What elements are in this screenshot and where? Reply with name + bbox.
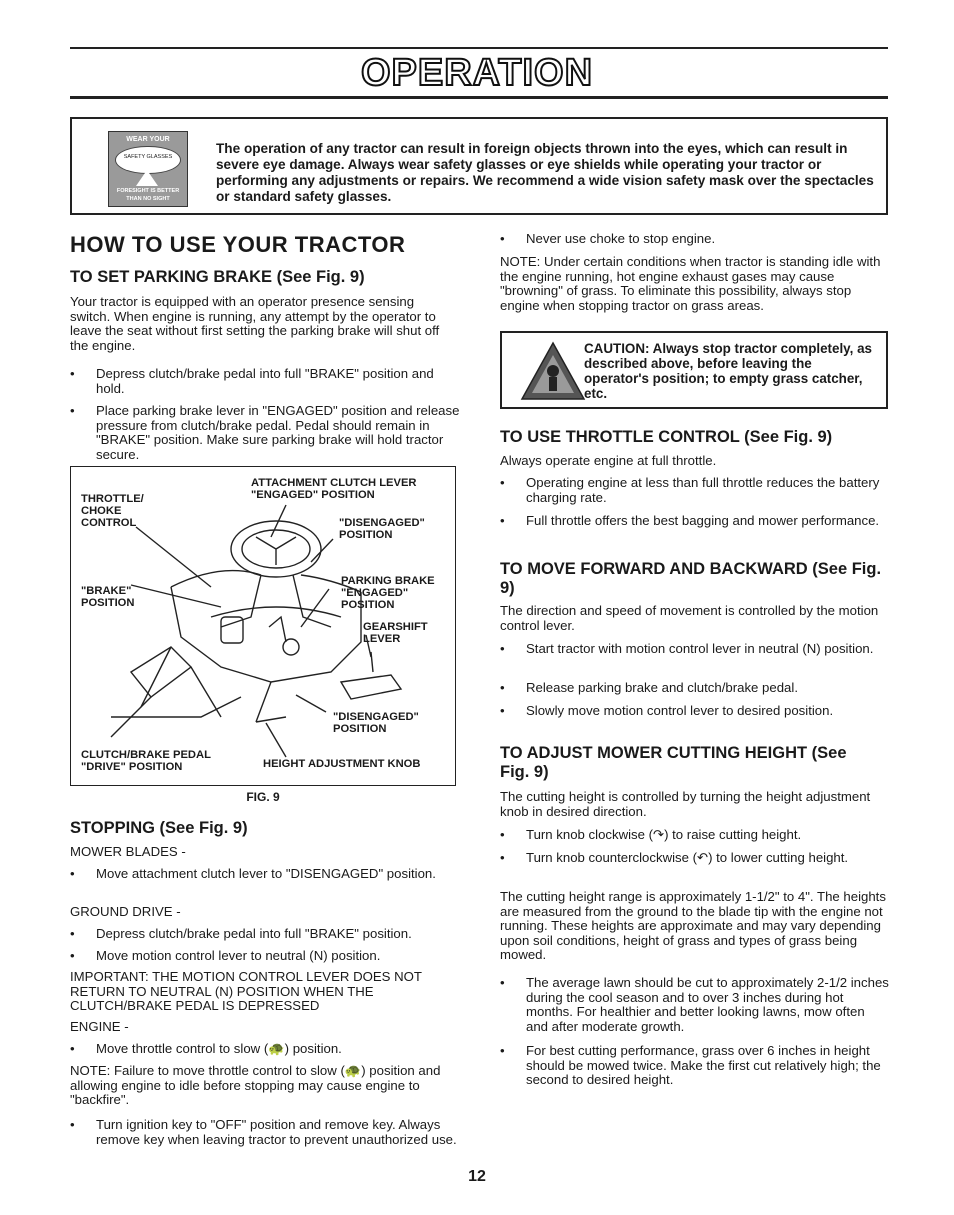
height-bullet-2: • Turn knob counterclockwise (↶) to lower cutting height. <box>500 851 890 866</box>
safety-glasses-icon <box>108 131 188 207</box>
figure-caption: FIG. 9 <box>246 790 280 804</box>
move-bullet-1: • Start tractor with motion control lever in neutral (N) position. <box>500 642 890 657</box>
throttle-bullet-1: • Operating engine at less than full throttle reduces the battery charging rate. <box>500 476 890 505</box>
page-number: 12 <box>468 1168 486 1185</box>
height-bullet-1: • Turn knob clockwise (↷) to raise cutting height. <box>500 828 890 843</box>
top-rule <box>70 47 888 49</box>
ignition-key-bullet: • Turn ignition key to "OFF" position and remove key. Always remove key when leaving tractor to prevent unauthorized use. <box>70 1118 462 1147</box>
move-bullet-2: • Release parking brake and clutch/brake pedal. <box>500 681 890 696</box>
backfire-note: NOTE: Failure to move throttle control to slow (🐢) position and allowing engine to idle before stopping may cause engine to "backfire". <box>70 1063 441 1107</box>
parking-bullet-2: • Place parking brake lever in "ENGAGED" position and release pressure from clutch/brake pedal. Pedal should remain in "BRAKE" position. Make sure parking brake will hold tractor secure. <box>70 404 460 462</box>
move-intro: The direction and speed of movement is controlled by the motion control lever. <box>500 603 879 633</box>
mower-blades-label: MOWER BLADES - <box>70 844 186 859</box>
label-gearshift: GEARSHIFT LEVER <box>363 621 428 645</box>
browning-note: NOTE: Under certain conditions when tractor is standing idle with the engine running, hot engine exhaust gases may cause "browning" of grass. To eliminate this possibility, always stop engine when stopping tractor on grass areas. <box>500 254 881 313</box>
height-range-text: The cutting height range is approximately 1-1/2" to 4". The heights are measured from the ground to the blade tip with the engine not running. These heights are approximate and may vary depending upon soil conditions, height of grass and types of grass being mowed. <box>500 889 886 962</box>
safety-warning-text: The operation of any tractor can result in foreign objects thrown into the eyes, which can result in severe eye damage. Always wear safety glasses or eye shields while operating your tractor or performing any adjustments or repairs. We recommend a wide vision safety mask over the spectacles or standard safety glasses. <box>216 141 874 204</box>
label-attachment-clutch: ATTACHMENT CLUTCH LEVER "ENGAGED" POSITION <box>251 477 417 501</box>
safety-warning-box <box>70 117 888 215</box>
stopping-heading: STOPPING (See Fig. 9) <box>70 819 248 837</box>
label-height-knob: HEIGHT ADJUSTMENT KNOB <box>263 758 421 770</box>
cutting-height-intro: The cutting height is controlled by turning the height adjustment knob in desired direction. <box>500 789 871 819</box>
label-parking-brake: PARKING BRAKE "ENGAGED" POSITION <box>341 575 435 611</box>
choke-bullet: • Never use choke to stop engine. <box>500 232 890 247</box>
cutting-height-heading: TO ADJUST MOWER CUTTING HEIGHT (See Fig. 9) <box>500 744 847 781</box>
mower-blades-bullet: • Move attachment clutch lever to "DISENGAGED" position. <box>70 867 462 882</box>
height-bullet-3: • The average lawn should be cut to approximately 2-1/2 inches during the cool season and to over 3 inches during hot months. For healthier and better looking lawns, mow often and after moderate growth. <box>500 976 890 1034</box>
height-bullet-4: • For best cutting performance, grass over 6 inches in height should be mowed twice. Make the first cut relatively high; the second to desired height. <box>500 1044 890 1088</box>
important-note: IMPORTANT: THE MOTION CONTROL LEVER DOES NOT RETURN TO NEUTRAL (N) POSITION WHEN THE CLUTCH/BRAKE PEDAL IS DEPRESSED <box>70 969 422 1013</box>
engine-bullet: • Move throttle control to slow (🐢) position. <box>70 1042 462 1057</box>
label-disengaged-bottom: "DISENGAGED" POSITION <box>333 711 419 735</box>
parking-bullet-1: • Depress clutch/brake pedal into full "BRAKE" position and hold. <box>70 367 460 396</box>
label-brake-position: "BRAKE" POSITION <box>81 585 135 609</box>
icon-line-4: THAN NO SIGHT <box>126 196 170 202</box>
caution-text: CAUTION: Always stop tractor completely, as described above, before leaving the operator's position; to empty grass catcher, etc. <box>584 341 872 401</box>
engine-label: ENGINE - <box>70 1019 129 1034</box>
ground-bullet-1: • Depress clutch/brake pedal into full "BRAKE" position. <box>70 927 462 942</box>
title-rule <box>70 96 888 99</box>
move-bullet-3: • Slowly move motion control lever to desired position. <box>500 704 890 719</box>
throttle-bullet-2: • Full throttle offers the best bagging and mower performance. <box>500 514 890 529</box>
move-heading: TO MOVE FORWARD AND BACKWARD (See Fig. 9) <box>500 560 882 597</box>
page-title: OPERATION <box>360 52 594 94</box>
figure-9-box <box>70 466 456 786</box>
throttle-heading: TO USE THROTTLE CONTROL (See Fig. 9) <box>500 428 833 446</box>
throttle-intro: Always operate engine at full throttle. <box>500 453 717 468</box>
caution-triangle-icon <box>520 341 586 401</box>
ground-bullet-2: • Move motion control lever to neutral (N) position. <box>70 949 462 964</box>
label-throttle-choke: THROTTLE/ CHOKE CONTROL <box>81 493 144 529</box>
ground-drive-label: GROUND DRIVE - <box>70 904 181 919</box>
label-disengaged-top: "DISENGAGED" POSITION <box>339 517 425 541</box>
parking-brake-heading: TO SET PARKING BRAKE (See Fig. 9) <box>70 268 365 286</box>
icon-line-3: FORESIGHT IS BETTER <box>116 188 180 194</box>
caution-box <box>500 331 888 409</box>
icon-line-2: SAFETY GLASSES <box>123 154 173 160</box>
main-heading: HOW TO USE YOUR TRACTOR <box>70 232 406 257</box>
parking-brake-intro: Your tractor is equipped with an operator presence sensing switch. When engine is running, any attempt by the operator to leave the seat without first setting the parking brake will shut off the engine. <box>70 294 440 353</box>
icon-line-1: WEAR YOUR <box>126 136 170 143</box>
label-clutch-brake-pedal: CLUTCH/BRAKE PEDAL "DRIVE" POSITION <box>81 749 211 773</box>
